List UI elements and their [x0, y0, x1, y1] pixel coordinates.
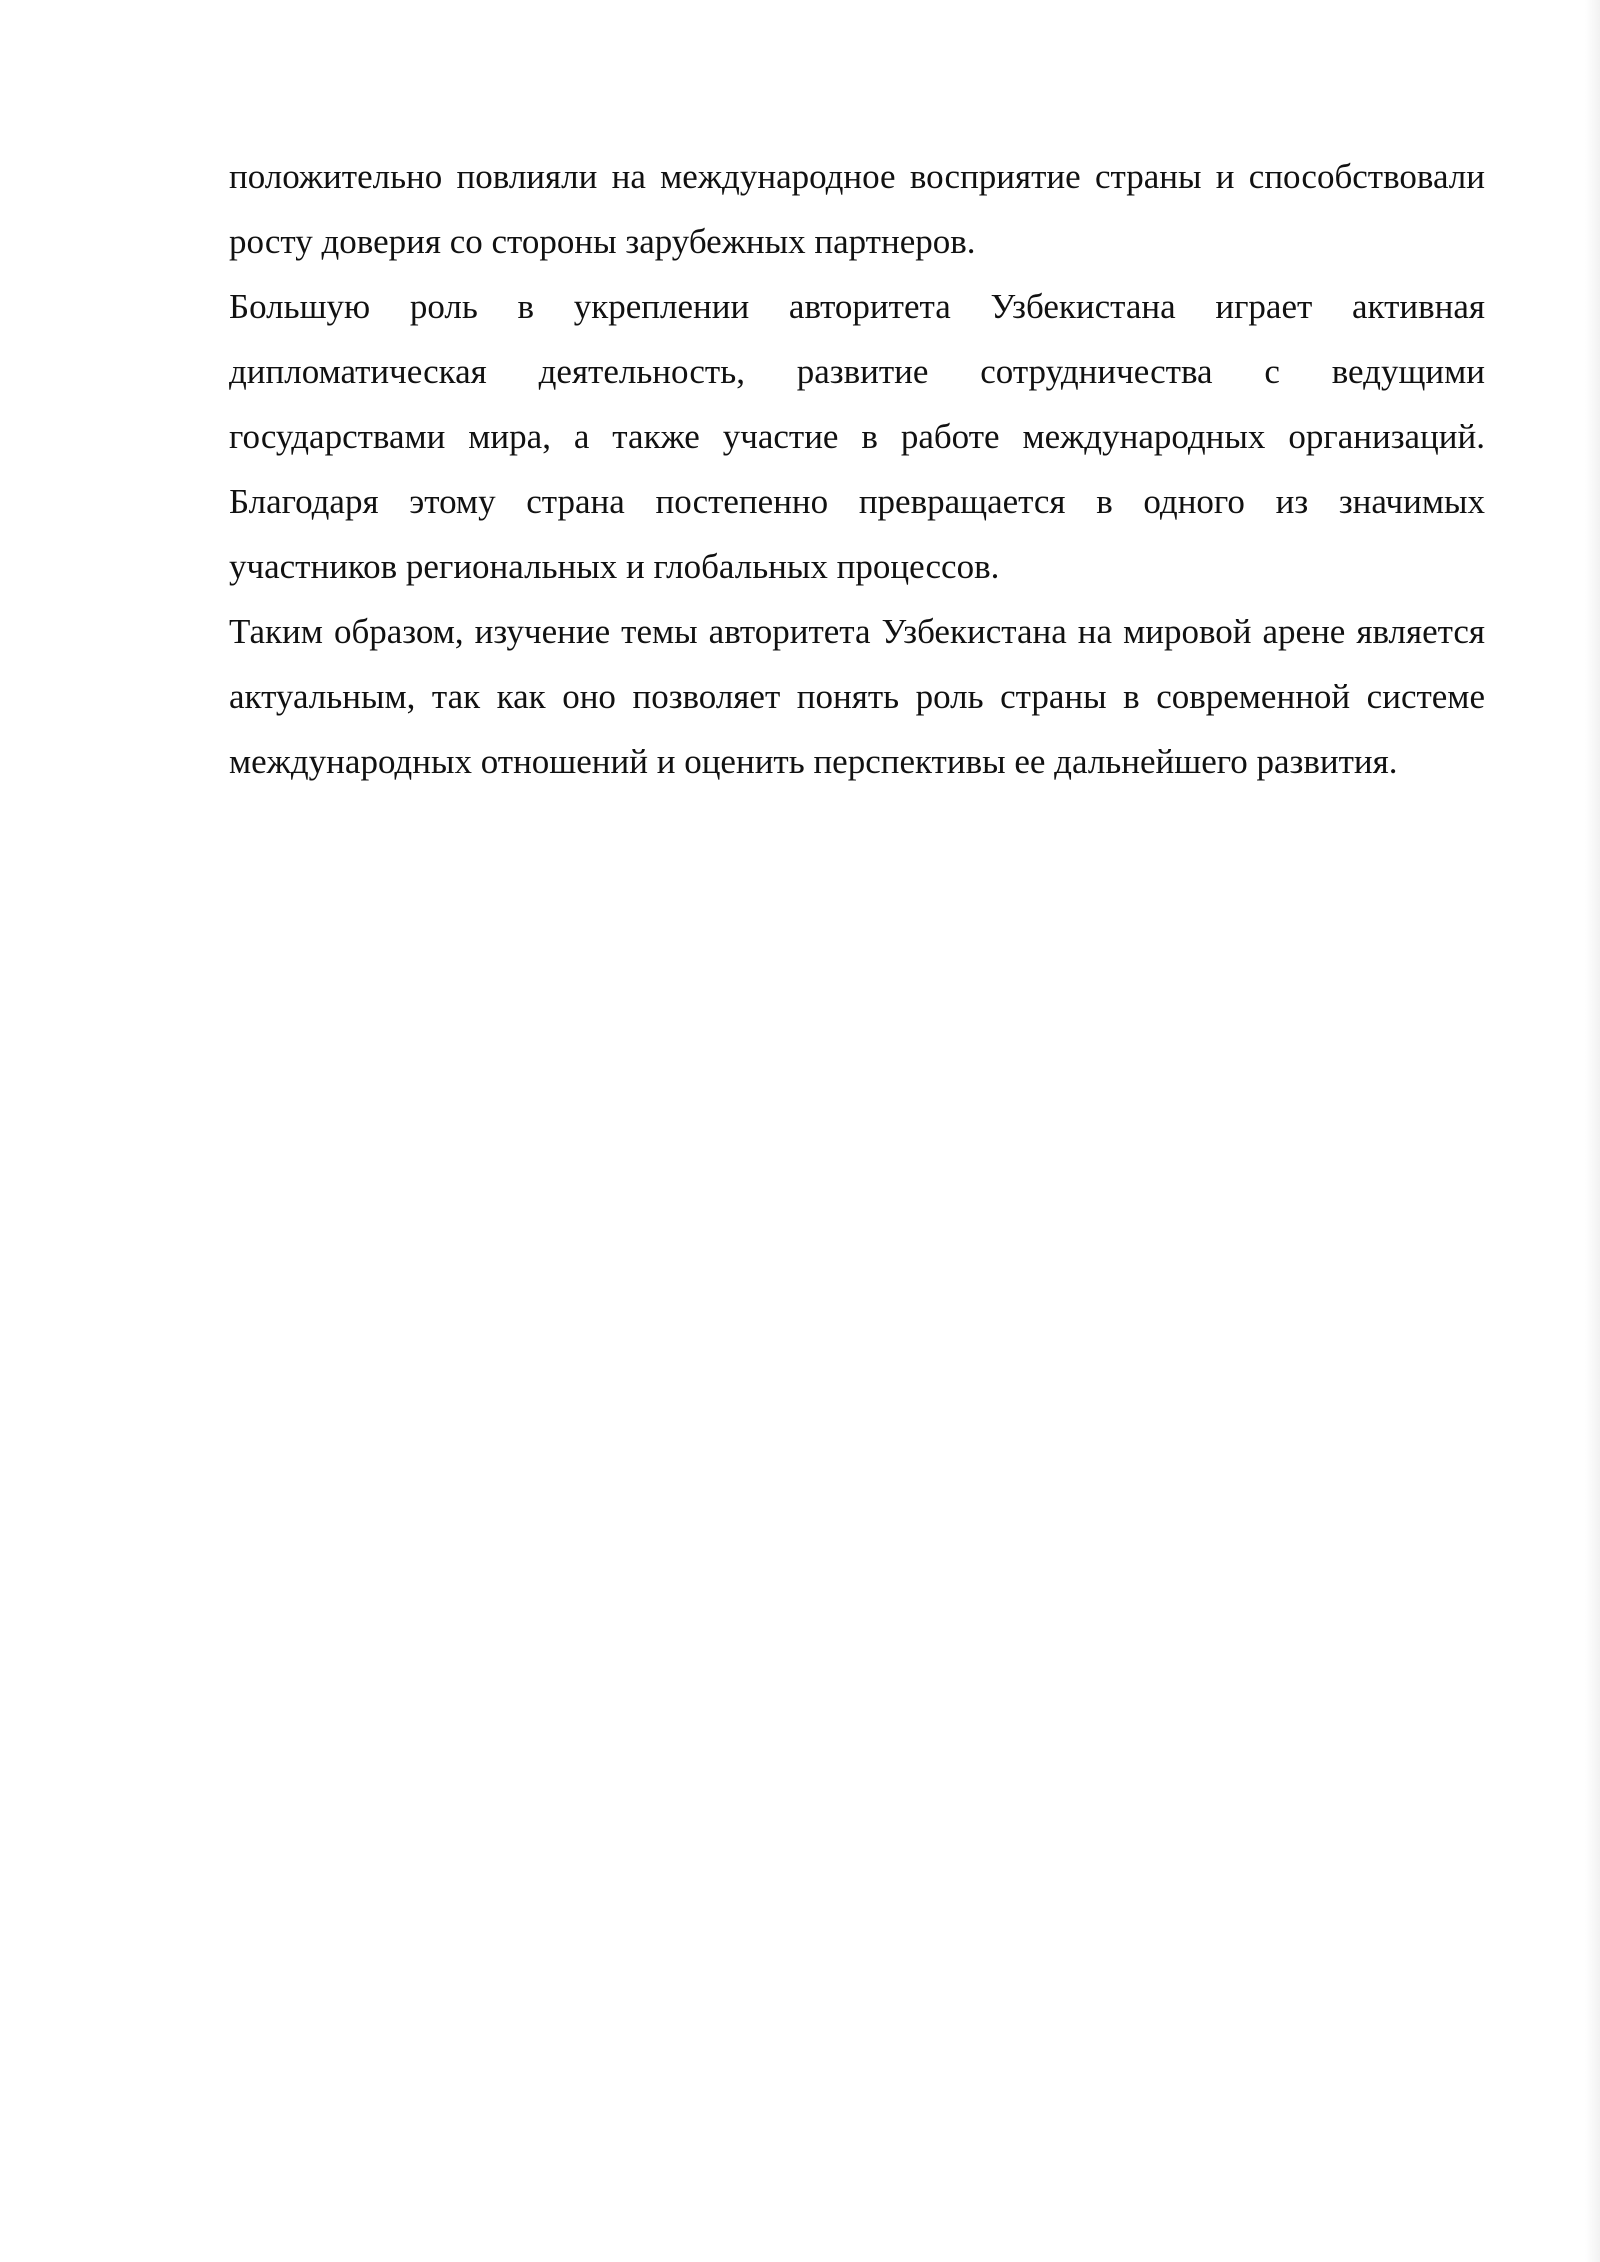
page-edge-shadow [1585, 0, 1600, 2262]
paragraph-conclusion: Таким образом, изучение темы авторитета Узбекистана на мировой арене является актуальным, так как оно позволяет понять роль страны в современной системе международных отношений и оценить перспективы ее дальнейшего развития. [229, 612, 1485, 781]
paragraph-diplomacy: Большую роль в укреплении авторитета Узбекистана играет активная дипломатическая деятельность, развитие сотрудничества с ведущими государствами мира, а также участие в работе международных организаций. Благодаря этому страна постепенно превращается в одного из значимых участников региональных и глобальных процессов. [229, 287, 1485, 586]
paragraph-continuation: положительно повлияли на международное восприятие страны и способствовали росту доверия со стороны зарубежных партнеров. [229, 157, 1485, 261]
document-body [229, 144, 1485, 794]
